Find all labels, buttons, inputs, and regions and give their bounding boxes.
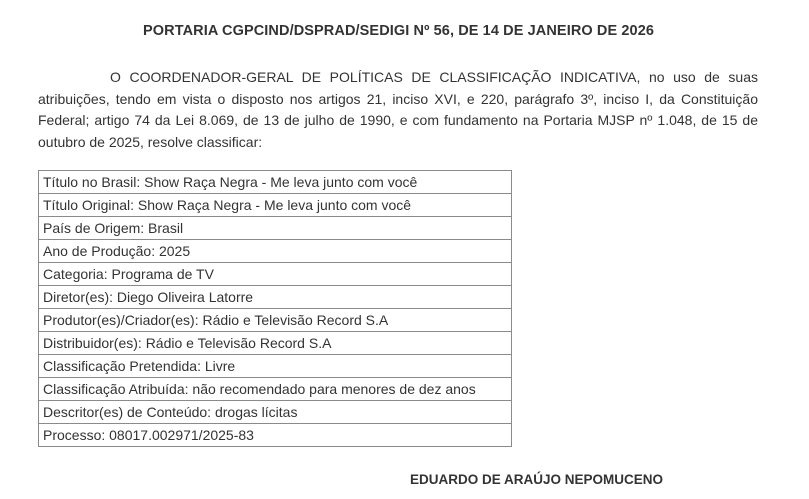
- table-cell-produtor: Produtor(es)/Criador(es): Rádio e Televisão Record S.A: [39, 309, 512, 332]
- table-cell-descritores: Descritor(es) de Conteúdo: drogas lícitas: [39, 401, 512, 424]
- table-row: [39, 401, 512, 424]
- table-row: [39, 217, 512, 240]
- table-row: [39, 355, 512, 378]
- table-cell-categoria: Categoria: Programa de TV: [39, 263, 512, 286]
- table-row: [39, 286, 512, 309]
- table-row: [39, 263, 512, 286]
- table-cell-pais-origem: País de Origem: Brasil: [39, 217, 512, 240]
- table-row: [39, 171, 512, 194]
- document-title: PORTARIA CGPCIND/DSPRAD/SEDIGI Nº 56, DE 14 DE JANEIRO DE 2026: [142, 23, 655, 39]
- table-row: [39, 194, 512, 217]
- table-row: [39, 240, 512, 263]
- classification-table: [38, 170, 512, 447]
- table-cell-classificacao-atribuida: Classificação Atribuída: não recomendado para menores de dez anos: [39, 378, 512, 401]
- table-cell-distribuidor: Distribuidor(es): Rádio e Televisão Record S.A: [39, 332, 512, 355]
- table-cell-diretor: Diretor(es): Diego Oliveira Latorre: [39, 286, 512, 309]
- preamble-paragraph: O COORDENADOR-GERAL DE POLÍTICAS DE CLASSIFICAÇÃO INDICATIVA, no uso de suas atribuições, tendo em vista o disposto nos artigos 21, inciso XVI, e 220, parágrafo 3º, inciso I, da Constituição Federal; artigo 74 da Lei 8.069, de 13 de julho de 1990, e com fundamento na Portaria MJSP nº 1.048, de 15 de outubro de 2025, resolve classificar:: [38, 69, 758, 150]
- table-cell-titulo-brasil: Título no Brasil: Show Raça Negra - Me leva junto com você: [39, 171, 512, 194]
- table-cell-titulo-original: Título Original: Show Raça Negra - Me leva junto com você: [39, 194, 512, 217]
- signature-name: EDUARDO DE ARAÚJO NEPOMUCENO: [410, 472, 664, 487]
- table-row: [39, 332, 512, 355]
- table-cell-ano-producao: Ano de Produção: 2025: [39, 240, 512, 263]
- table-row: [39, 378, 512, 401]
- table-cell-processo: Processo: 08017.002971/2025-83: [39, 424, 512, 447]
- table-cell-classificacao-pretendida: Classificação Pretendida: Livre: [39, 355, 512, 378]
- table-row: [39, 309, 512, 332]
- table-row: [39, 424, 512, 447]
